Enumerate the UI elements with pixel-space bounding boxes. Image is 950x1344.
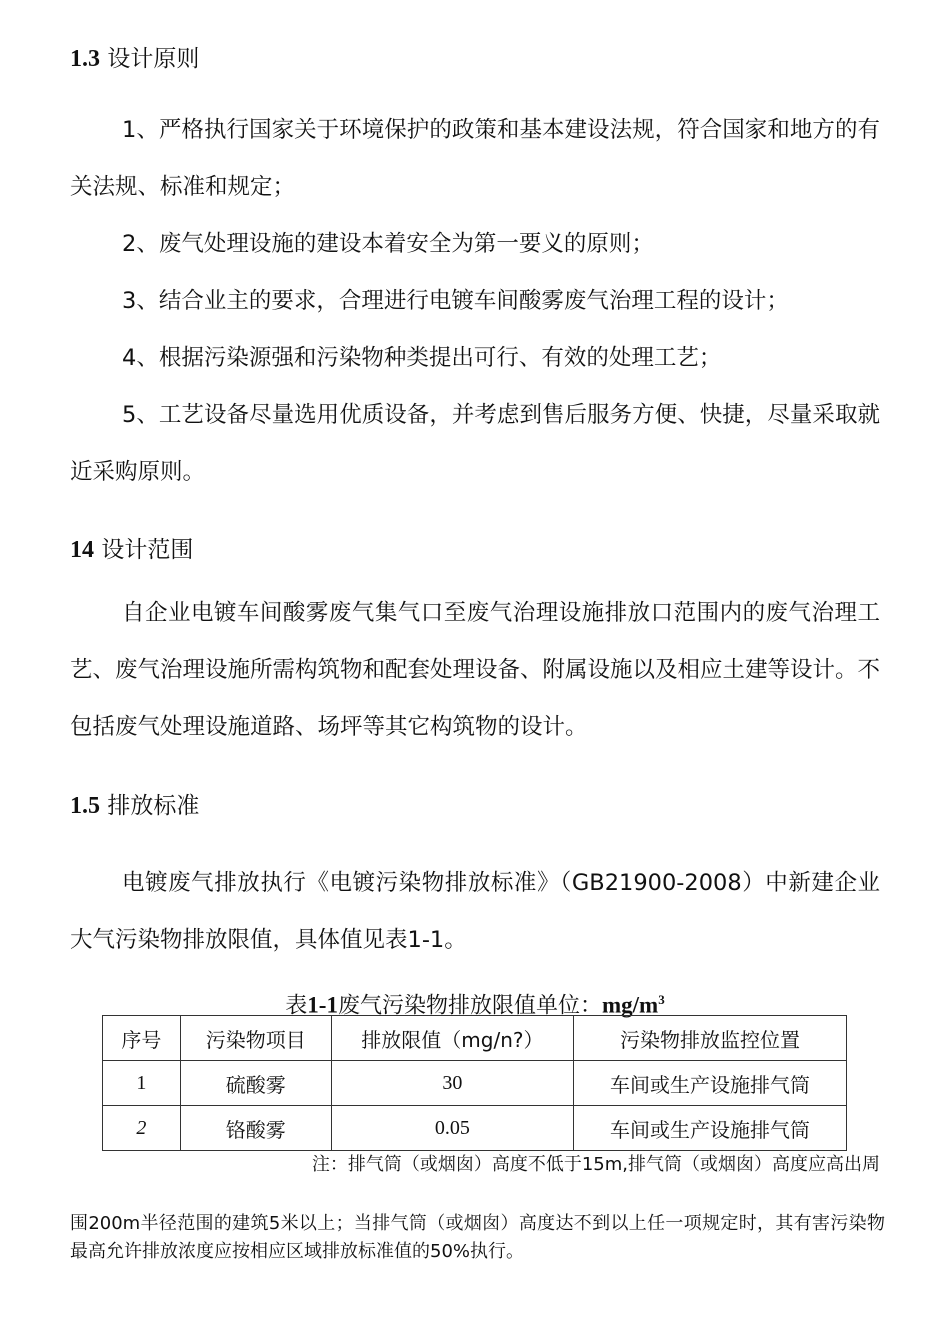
caption-number: 1-1: [307, 992, 338, 1018]
principle-item-2: 2、废气处理设施的建设本着安全为第一要义的原则；: [122, 231, 654, 257]
table-cell: 硫酸雾: [180, 1061, 331, 1106]
header-cell: 排放限值（mg/n?）: [331, 1016, 573, 1061]
standard-paragraph: 电镀废气排放执行《电镀污染物排放标准》（GB21900-2008）中新建企业大气污染物排放限值，具体值见表1-1。: [70, 870, 880, 953]
section-number: 1.3: [70, 46, 100, 72]
header-cell: 污染物排放监控位置: [574, 1016, 847, 1061]
table-header-row: [103, 1016, 847, 1061]
caption-unit: mg/m: [601, 992, 659, 1018]
principle-item-5: 5、工艺设备尽量选用优质设备，并考虑到售后服务方便、快捷，尽量采取就近采购原则。: [70, 402, 880, 485]
table-cell: 0.05: [331, 1106, 573, 1151]
section-heading-1-3: [70, 44, 199, 74]
table-note-line-2: 围200m半径范围的建筑5米以上；当排气筒（或烟囱）高度达不到以上任一项规定时，其有害污染物最高允许排放浓度应按相应区域排放标准值的50%执行。: [70, 1213, 885, 1262]
table-note-line-1: 注：排气筒（或烟囱）高度不低于15m,排气筒（或烟囱）高度应高出周: [311, 1154, 880, 1175]
header-cell: 序号: [103, 1016, 181, 1061]
section-title: 排放标准: [107, 793, 200, 819]
table-cell: 1: [103, 1061, 181, 1106]
principle-item-4: 4、根据污染源强和污染物种类提出可行、有效的处理工艺；: [122, 345, 722, 371]
table-cell: 车间或生产设施排气筒: [574, 1061, 847, 1106]
table-row: [103, 1061, 847, 1106]
scope-paragraph: 自企业电镀车间酸雾废气集气口至废气治理设施排放口范围内的废气治理工艺、废气治理设施所需构筑物和配套处理设备、附属设施以及相应土建等设计。不包括废气处理设施道路、场坪等其它构筑物的设计。: [70, 600, 881, 740]
emission-limits-table: [102, 1015, 847, 1151]
caption-prefix: 表: [285, 993, 308, 1019]
section-heading-1-5: [70, 791, 199, 821]
caption-text: 废气污染物排放限值单位：: [337, 993, 602, 1019]
table-cell: 车间或生产设施排气筒: [574, 1106, 847, 1151]
section-title: 设计范围: [101, 537, 194, 563]
section-number: 14: [70, 537, 94, 563]
section-title: 设计原则: [107, 46, 200, 72]
caption-superscript: 3: [658, 992, 665, 1007]
principle-item-1: 1、严格执行国家关于环境保护的政策和基本建设法规，符合国家和地方的有关法规、标准和规定；: [70, 117, 880, 200]
table-cell: 2: [103, 1106, 181, 1151]
section-number: 1.5: [70, 793, 100, 819]
header-cell: 污染物项目: [180, 1016, 331, 1061]
section-heading-1-4: [70, 535, 193, 565]
principle-item-3: 3、结合业主的要求，合理进行电镀车间酸雾废气治理工程的设计；: [122, 288, 789, 314]
table-cell: 30: [331, 1061, 573, 1106]
table-row: [103, 1106, 847, 1151]
table-cell: 铬酸雾: [180, 1106, 331, 1151]
